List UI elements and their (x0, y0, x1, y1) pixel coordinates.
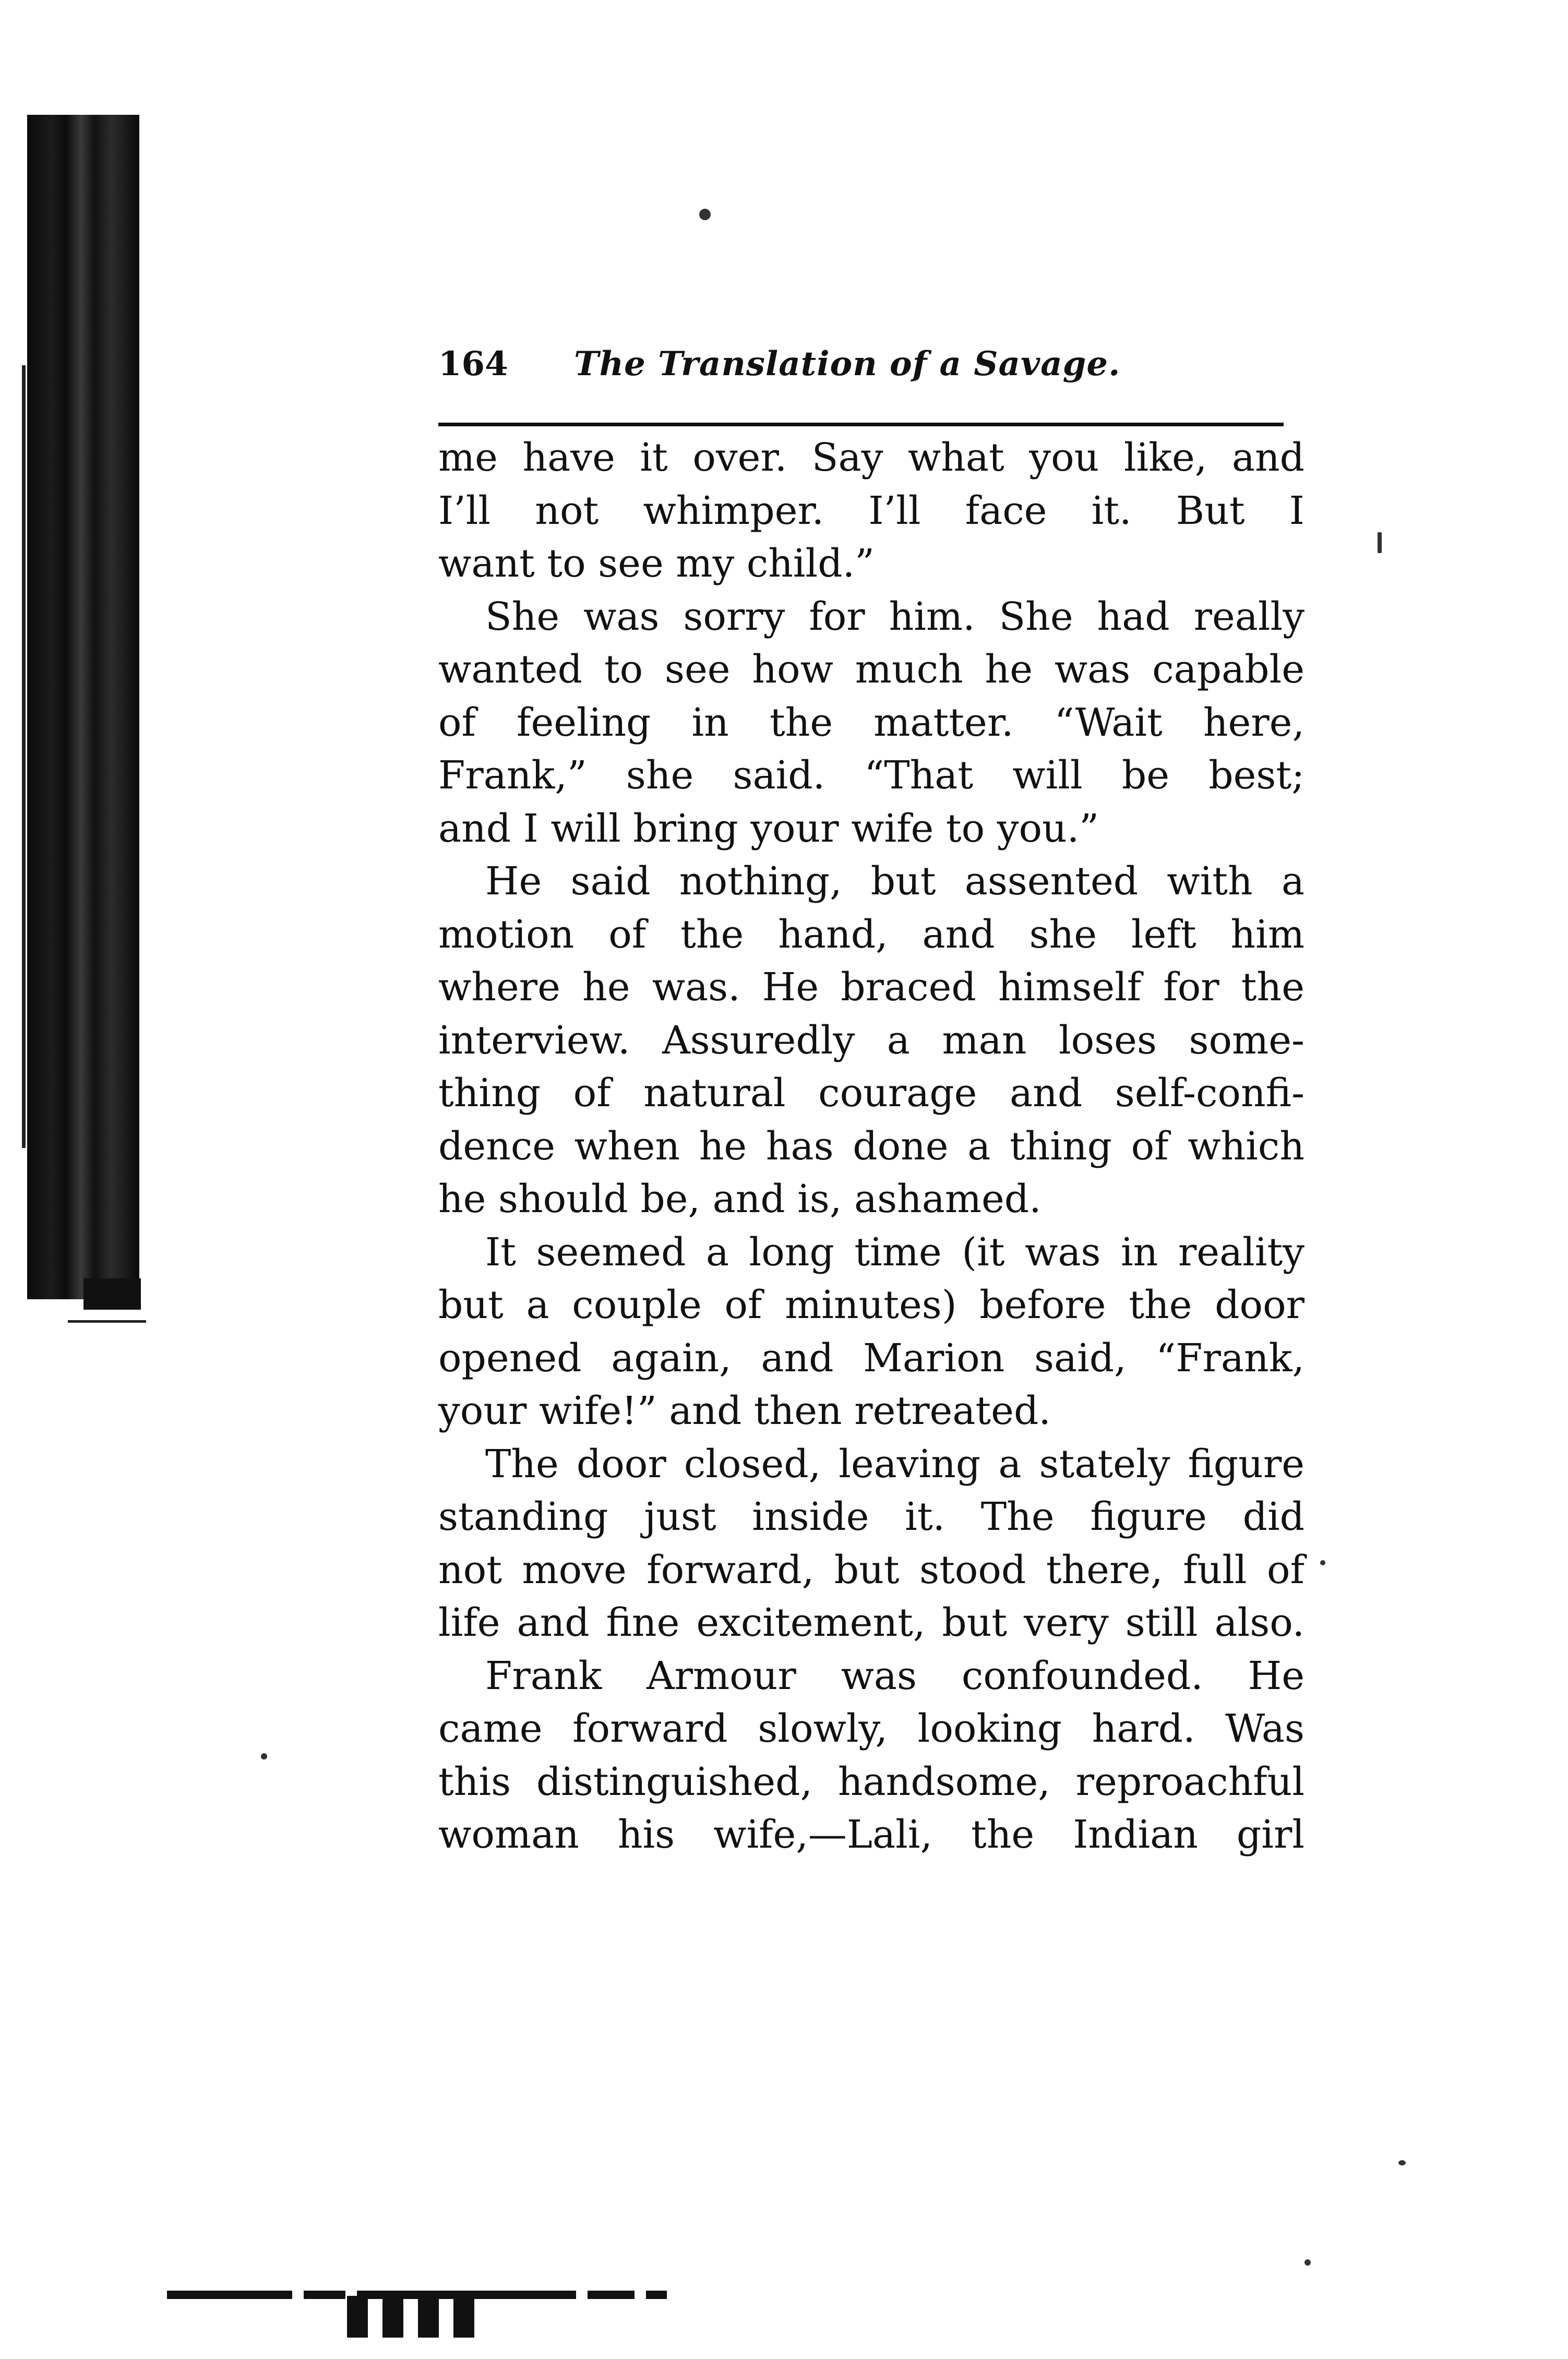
text-line: life and fine excitement, but very still also. (438, 1600, 1304, 1645)
text-line: but a couple of minutes) before the door (438, 1283, 1304, 1327)
text-line: dence when he has done a thing of which (438, 1123, 1304, 1169)
scan-speck (699, 209, 711, 220)
text-line: motion of the hand, and she left him (438, 912, 1304, 957)
text-line: came forward slowly, looking hard. Was (438, 1706, 1304, 1751)
book-page (438, 344, 1304, 1862)
text-line: not move forward, but stood there, full of (438, 1547, 1304, 1592)
scan-binding-edge (27, 115, 139, 1299)
text-line: me have it over. Say what you like, and (438, 435, 1304, 480)
text-line: standing just inside it. The figure did (438, 1494, 1304, 1539)
text-line: woman his wife,—Lali, the Indian girl (438, 1812, 1304, 1857)
scan-speck (1304, 2259, 1311, 2266)
text-line: thing of natural courage and self-confi- (438, 1071, 1304, 1116)
body-text (438, 432, 1304, 1862)
text-line: he should be, and is, ashamed. (438, 1177, 1042, 1222)
text-line: Frank,” she said. “That will be best; (438, 753, 1304, 798)
scan-speck (1378, 532, 1382, 553)
text-line: your wife!” and then retreated. (438, 1388, 1051, 1433)
page-number: 164 (438, 344, 508, 384)
header-rule (438, 423, 1284, 426)
running-title: The Translation of a Savage. (574, 344, 1121, 384)
scan-edge-rule (68, 1320, 146, 1323)
text-line: I’ll not whimper. I’ll face it. But I (438, 488, 1304, 533)
scan-footer-ticks (347, 2296, 474, 2338)
text-line: and I will bring your wife to you.” (438, 806, 1099, 851)
text-line: He said nothing, but assented with a (485, 859, 1304, 904)
text-line: The door closed, leaving a stately figure (485, 1441, 1304, 1487)
scan-speck (1398, 2160, 1406, 2165)
text-line: where he was. He braced himself for the (438, 965, 1304, 1010)
text-line: wanted to see how much he was capable (438, 647, 1304, 692)
scan-edge-line (22, 365, 26, 1148)
text-line: opened again, and Marion said, “Frank, (438, 1335, 1304, 1381)
scan-binding-notch (83, 1278, 141, 1310)
text-line: She was sorry for him. She had really (485, 594, 1304, 639)
text-line: of feeling in the matter. “Wait here, (438, 700, 1304, 745)
text-line: It seemed a long time (it was in reality (485, 1229, 1304, 1275)
scan-speck (1320, 1560, 1325, 1565)
text-line: Frank Armour was confounded. He (485, 1653, 1304, 1698)
scan-speck (261, 1753, 267, 1759)
text-line: this distinguished, handsome, reproachful (438, 1759, 1304, 1804)
text-line: interview. Assuredly a man loses some- (438, 1017, 1304, 1063)
text-line: want to see my child.” (438, 541, 875, 586)
page-header (438, 344, 1304, 397)
